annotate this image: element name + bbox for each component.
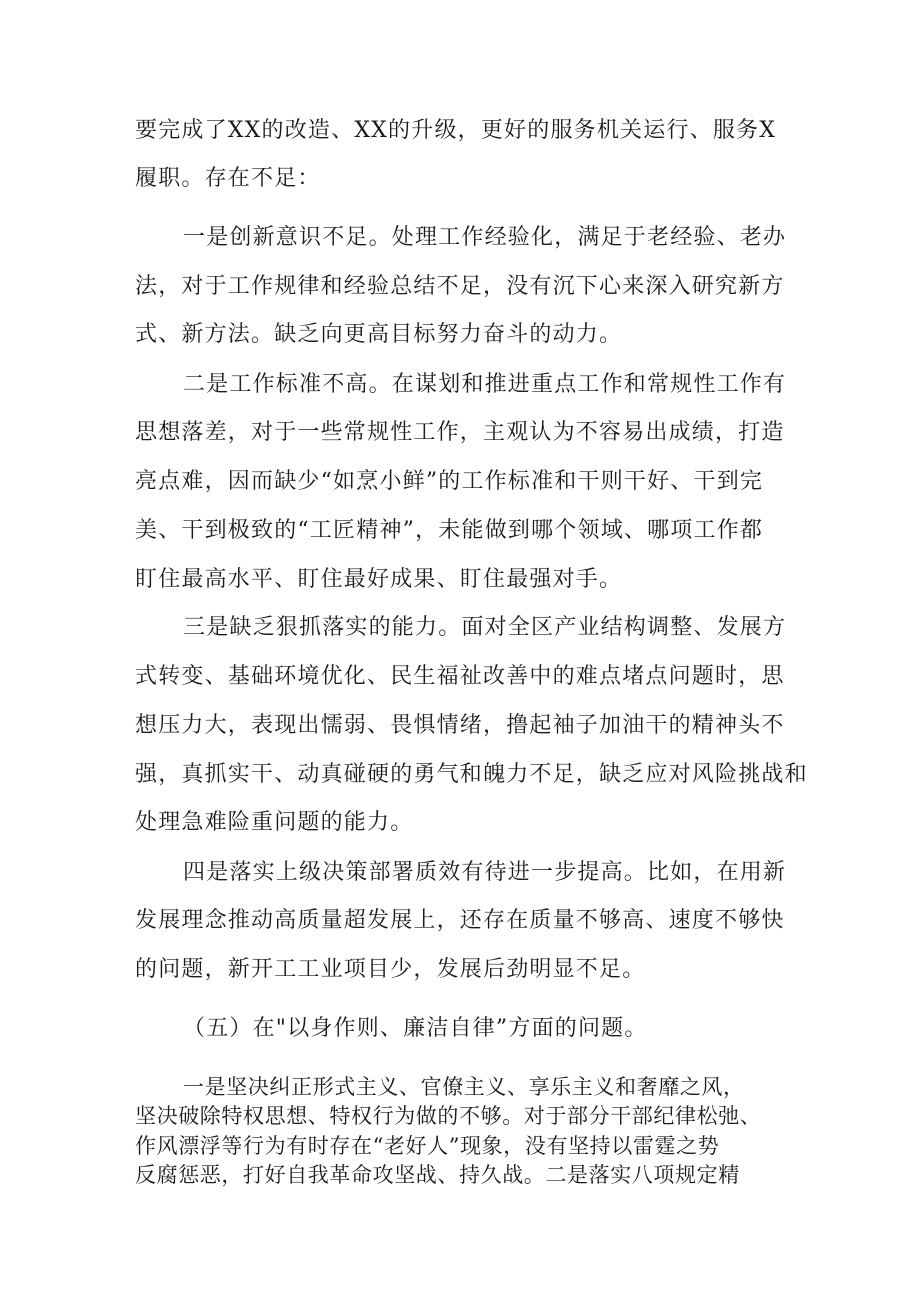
- text-line: 要完成了XX的改造、XX的升级，更好的服务机关运行、服务X: [135, 118, 777, 143]
- text-line: 反腐惩恶，打好自我革命攻坚战、持久战。二是落实八项规定精: [135, 1163, 740, 1187]
- section-heading: （五）在"以身作则、廉洁自律”方面的问题。: [183, 1016, 648, 1041]
- text-line: 式转变、基础环境优化、民生福祉改善中的难点堵点问题时，思: [135, 664, 785, 689]
- text-line: 强，真抓实干、动真碰硬的勇气和魄力不足，缺乏应对风险挑战和: [135, 762, 808, 787]
- text-line: 四是落实上级决策部署质效有待进一步提高。比如，在用新: [183, 860, 787, 885]
- text-line: 盯住最高水平、盯住最好成果、盯住最强对手。: [135, 567, 623, 592]
- text-line: 一是创新意识不足。处理工作经验化，满足于老经验、老办: [183, 225, 787, 250]
- text-line: 想压力大，表现出懦弱、畏惧情绪，撸起袖子加油干的精神头不: [135, 713, 785, 738]
- text-line: 法，对于工作规律和经验总结不足，没有沉下心来深入研究新方: [135, 274, 785, 299]
- text-line: 思想落差，对于一些常规性工作，主观认为不容易出成绩，打造: [135, 420, 785, 445]
- text-line: 的问题，新开工工业项目少，发展后劲明显不足。: [135, 957, 646, 982]
- text-line: 美、干到极致的“工匠精神”，未能做到哪个领域、哪项工作都: [135, 518, 764, 543]
- text-line: 二是工作标准不高。在谋划和推进重点工作和常规性工作有: [183, 372, 787, 397]
- text-line: 坚决破除特权思想、特权行为做的不够。对于部分干部纪律松弛、: [135, 1104, 762, 1128]
- text-line: 亮点难，因而缺少“如烹小鲜”的工作标准和干则干好、干到完: [135, 469, 764, 494]
- text-line: 三是缺乏狠抓落实的能力。面对全区产业结构调整、发展方: [183, 615, 787, 640]
- text-line: 履职。存在不足：: [135, 166, 321, 191]
- text-line: 一是坚决纠正形式主义、官僚主义、享乐主义和奢靡之风，: [183, 1075, 745, 1099]
- text-line: 式、新方法。缺乏向更高目标努力奋斗的动力。: [135, 322, 623, 347]
- text-line: 作风漂浮等行为有时存在“老好人”现象，没有坚持以雷霆之势: [135, 1134, 720, 1158]
- text-line: 处理急难险重问题的能力。: [135, 810, 414, 835]
- text-line: 发展理念推动高质量超发展上，还存在质量不够高、速度不够快: [135, 908, 785, 933]
